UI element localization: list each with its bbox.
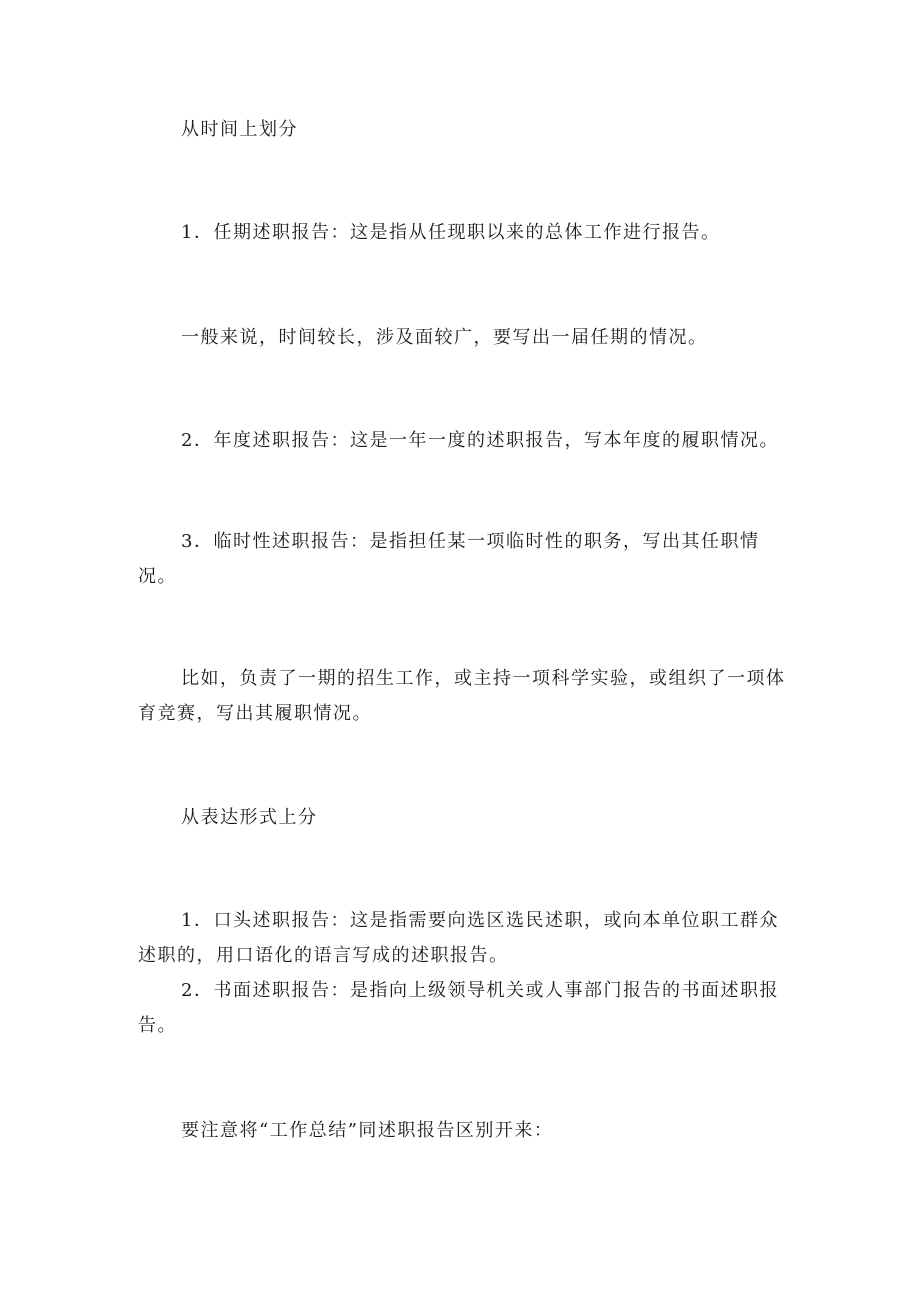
heading-by-form: 从表达形式上分 (181, 807, 318, 828)
paragraph-note: 要注意将“工作总结”同述职报告区别开来： (181, 1120, 554, 1141)
paragraph-term-report: 1．任期述职报告：这是指从任现职以来的总体工作进行报告。 (181, 222, 721, 243)
paragraph-written-report: 2．书面述职报告：是指向上级领导机关或人事部门报告的书面述职报告。 (138, 980, 779, 1036)
paragraph-temporary-report: 3．临时性述职报告：是指担任某一项临时性的职务，写出其任职情况。 (138, 531, 760, 587)
paragraph-example: 比如，负责了一期的招生工作，或主持一项科学实验，或组织了一项体育竞赛，写出其履职情况。 (138, 668, 786, 724)
paragraph-oral-report: 1．口头述职报告：这是指需要向选区选民述职，或向本单位职工群众述职的，用口语化的语言写成的述职报告。 (138, 910, 779, 966)
paragraph-annual-report: 2．年度述职报告：这是一年一度的述职报告，写本年度的履职情况。 (181, 430, 779, 451)
paragraph-general: 一般来说，时间较长，涉及面较广，要写出一届任期的情况。 (181, 327, 708, 348)
heading-by-time: 从时间上划分 (181, 119, 298, 140)
